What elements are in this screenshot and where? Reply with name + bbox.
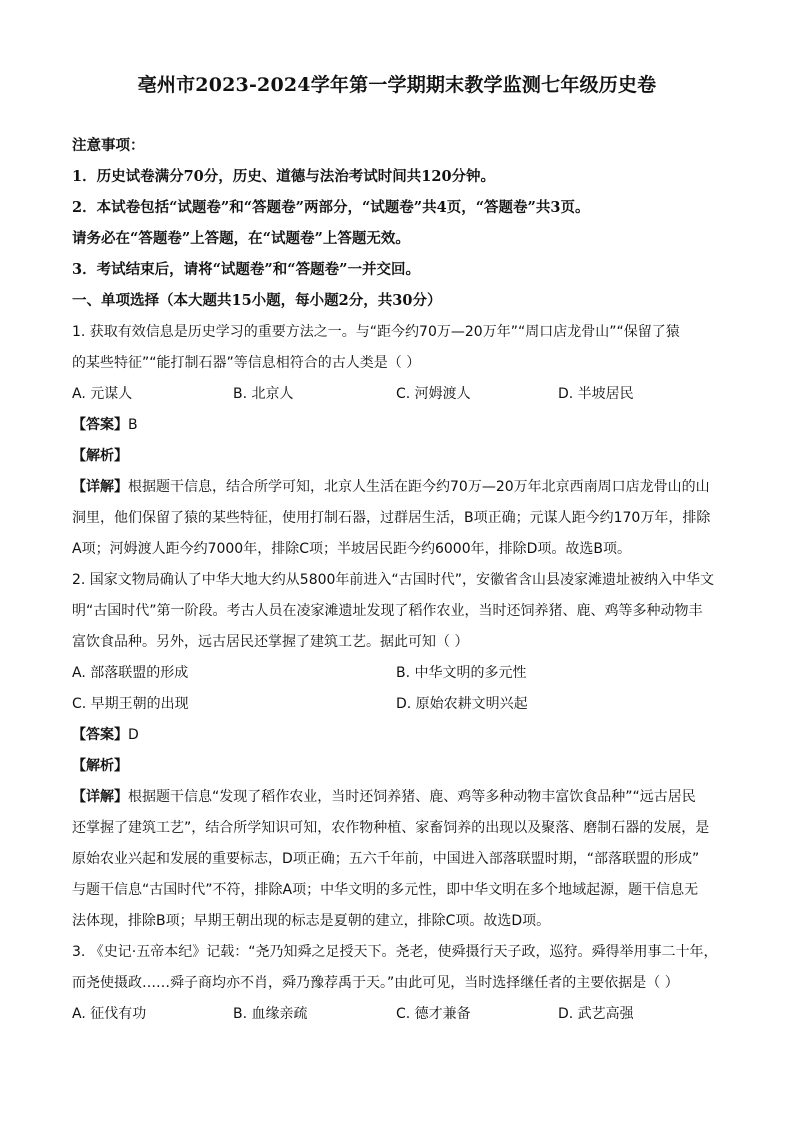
q1-option-d: D. 半坡居民 bbox=[558, 386, 634, 402]
q1-detail-line-1 bbox=[72, 477, 732, 497]
q1-answer bbox=[72, 415, 732, 435]
page-title: 亳州市2023-2024学年第一学期期末教学监测七年级历史卷 bbox=[137, 74, 657, 96]
q3-option-b: B. 血缘亲疏 bbox=[233, 1006, 308, 1022]
q2-option-c: C. 早期王朝的出现 bbox=[72, 696, 189, 712]
q2-stem-line-3: 富饮食品种。另外，远古居民还掌握了建筑工艺。据此可知（ ） bbox=[72, 634, 469, 650]
q1-option-a: A. 元谋人 bbox=[72, 386, 133, 402]
q1-analysis-tag: 【解析】 bbox=[72, 448, 128, 464]
q1-answer-value: B bbox=[128, 417, 138, 433]
q2-stem-line-1: 2. 国家文物局确认了中华大地大约从5800年前进入“古国时代”，安徽省含山县凌家滩遗址被纳入中华文 bbox=[72, 572, 714, 588]
q3-option-c: C. 德才兼备 bbox=[396, 1006, 471, 1022]
section-heading: 一、单项选择（本大题共15小题，每小题2分，共30分） bbox=[72, 292, 442, 309]
q1-stem-line-1: 1. 获取有效信息是历史学习的重要方法之一。与“距今约70万—20万年”“周口店龙骨山”“保留了猿 bbox=[72, 324, 680, 340]
q1-detail-tag: 【详解】 bbox=[72, 479, 128, 495]
q2-answer-value: D bbox=[128, 727, 139, 743]
q2-option-d: D. 原始农耕文明兴起 bbox=[396, 696, 528, 712]
q2-stem-line-2: 明“古国时代”第一阶段。考古人员在凌家滩遗址发现了稻作农业，当时还饲养猪、鹿、鸡等多种动物丰 bbox=[72, 603, 703, 619]
q2-option-b: B. 中华文明的多元性 bbox=[396, 665, 527, 681]
notice-item-2: 2．本试卷包括“试题卷”和“答题卷”两部分，“试题卷”共4页，“答题卷”共3页。 bbox=[72, 199, 590, 216]
q3-option-a: A. 征伐有功 bbox=[72, 1006, 147, 1022]
q3-stem-line-1: 3. 《史记·五帝本纪》记载：“尧乃知舜之足授天下。尧老，使舜摄行天子政，巡狩。舜得举用事二十年， bbox=[72, 944, 718, 960]
q2-answer bbox=[72, 725, 732, 745]
notice-item-1: 1．历史试卷满分70分，历史、道德与法治考试时间共120分钟。 bbox=[72, 168, 496, 185]
q1-stem-line-2: 的某些特征”“能打制石器”等信息相符合的古人类是（ ） bbox=[72, 355, 421, 371]
q1-detail-line-2: 洞里，他们保留了猿的某些特征，使用打制石器，过群居生活，B项正确；元谋人距今约170万年，排除 bbox=[72, 510, 711, 526]
q1-option-c: C. 河姆渡人 bbox=[396, 386, 471, 402]
notice-item-3: 3．考试结束后，请将“试题卷”和“答题卷”一并交回。 bbox=[72, 261, 420, 278]
q2-detail-line-3: 原始农业兴起和发展的重要标志，D项正确；五六千年前，中国进入部落联盟时期，“部落联盟的形成” bbox=[72, 851, 700, 867]
q2-detail-line-2: 还掌握了建筑工艺”，结合所学知识可知，农作物种植、家畜饲养的出现以及聚落、磨制石器的发展，是 bbox=[72, 820, 710, 836]
q2-detail-line-1 bbox=[72, 787, 732, 807]
notice-heading: 注意事项： bbox=[72, 137, 145, 154]
q2-detail-line-5: 法体现，排除B项；早期王朝出现的标志是夏朝的建立，排除C项。故选D项。 bbox=[72, 913, 551, 929]
q3-stem-line-2: 而尧使摄政……舜子商均亦不肖，舜乃豫荐禹于天。”由此可见，当时选择继任者的主要依据是（ ） bbox=[72, 975, 679, 991]
q2-detail-text-1: 根据题干信息“发现了稻作农业，当时还饲养猪、鹿、鸡等多种动物丰富饮食品种”“远古居民 bbox=[128, 789, 696, 805]
q1-detail-text-1: 根据题干信息，结合所学可知，北京人生活在距今约70万—20万年北京西南周口店龙骨山的山 bbox=[128, 479, 710, 495]
q2-option-a: A. 部落联盟的形成 bbox=[72, 665, 189, 681]
notice-item-2-cont: 请务必在“答题卷”上答题，在“试题卷”上答题无效。 bbox=[72, 230, 410, 247]
q2-detail-tag: 【详解】 bbox=[72, 789, 128, 805]
q1-detail-line-3: A项；河姆渡人距今约7000年，排除C项；半坡居民距今约6000年，排除D项。故选B项。 bbox=[72, 541, 631, 557]
q1-option-b: B. 北京人 bbox=[233, 386, 294, 402]
q2-answer-tag: 【答案】 bbox=[72, 727, 128, 743]
q2-detail-line-4: 与题干信息“古国时代”不符，排除A项；中华文明的多元性，即中华文明在多个地域起源，题干信息无 bbox=[72, 882, 699, 898]
q3-option-d: D. 武艺高强 bbox=[558, 1006, 634, 1022]
q2-analysis-tag: 【解析】 bbox=[72, 758, 128, 774]
q1-answer-tag: 【答案】 bbox=[72, 417, 128, 433]
